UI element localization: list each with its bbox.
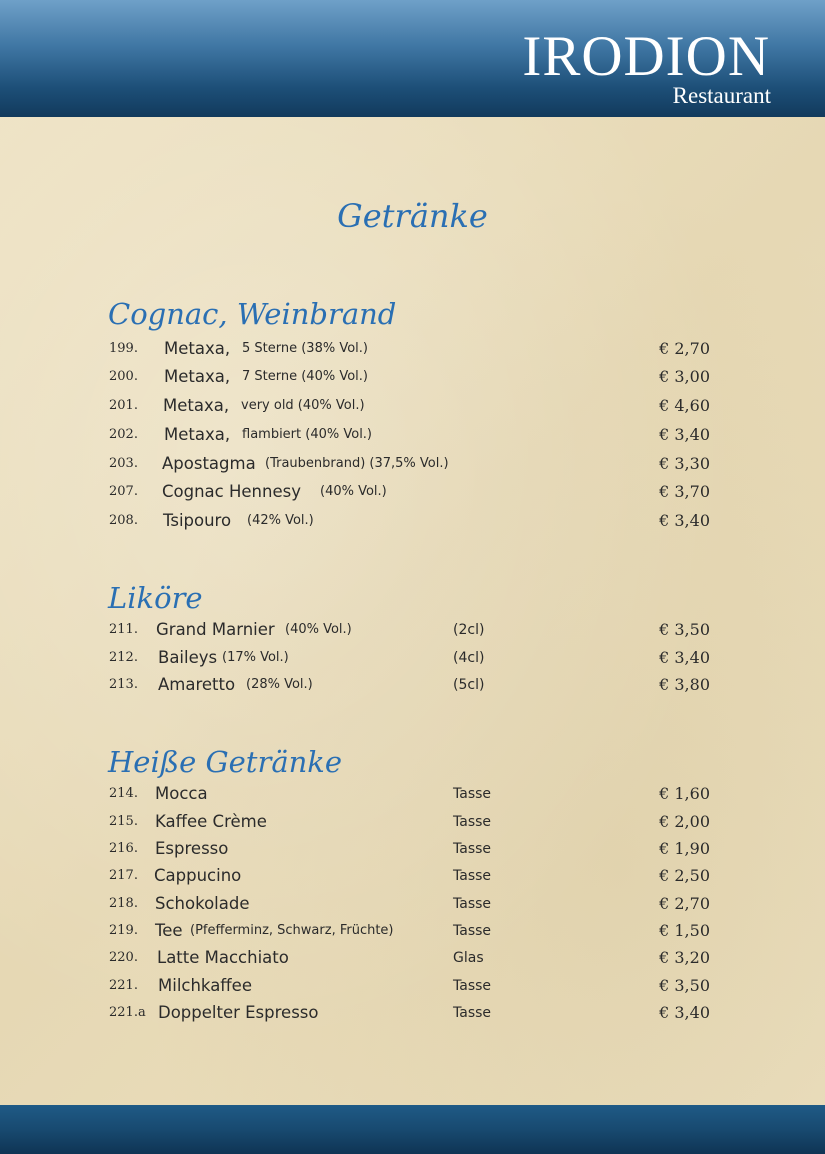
item-unit: Tasse bbox=[453, 978, 492, 994]
item-detail: (42% Vol.) bbox=[247, 513, 314, 528]
item-number: 221. bbox=[109, 978, 138, 993]
menu-item bbox=[0, 1000, 825, 1026]
item-price: € 2,70 bbox=[659, 339, 710, 358]
item-price: € 3,20 bbox=[659, 948, 710, 967]
item-number: 216. bbox=[109, 841, 138, 856]
item-price: € 3,40 bbox=[659, 425, 710, 444]
item-detail: (28% Vol.) bbox=[246, 677, 313, 692]
menu-item bbox=[0, 781, 825, 807]
item-price: € 1,60 bbox=[659, 784, 710, 803]
item-detail: (17% Vol.) bbox=[222, 650, 289, 665]
menu-item bbox=[0, 973, 825, 999]
restaurant-logo-subtitle: Restaurant bbox=[672, 83, 771, 108]
menu-item bbox=[0, 891, 825, 917]
item-price: € 1,90 bbox=[659, 839, 710, 858]
item-name: Baileys bbox=[158, 648, 218, 667]
menu-item bbox=[0, 809, 825, 835]
item-price: € 1,50 bbox=[659, 921, 710, 940]
item-name: Latte Macchiato bbox=[157, 948, 289, 967]
item-detail: (40% Vol.) bbox=[320, 484, 387, 499]
item-price: € 3,30 bbox=[659, 454, 710, 473]
item-name: Doppelter Espresso bbox=[158, 1003, 319, 1022]
item-detail: (Traubenbrand) (37,5% Vol.) bbox=[265, 456, 449, 471]
item-name: Metaxa, bbox=[164, 339, 231, 358]
section-title-cognac: Cognac, Weinbrand bbox=[108, 297, 397, 331]
section-title-heisse-getraenke: Heiße Getränke bbox=[108, 745, 343, 779]
item-detail: 5 Sterne (38% Vol.) bbox=[242, 341, 368, 356]
menu-item bbox=[0, 863, 825, 889]
item-name: Metaxa, bbox=[164, 367, 231, 386]
item-name: Mocca bbox=[155, 784, 208, 803]
item-unit: Tasse bbox=[453, 896, 492, 912]
item-price: € 3,50 bbox=[659, 976, 710, 995]
item-unit: Tasse bbox=[453, 923, 492, 939]
item-number: 203. bbox=[109, 456, 138, 471]
item-price: € 3,70 bbox=[659, 482, 710, 501]
item-number: 207. bbox=[109, 484, 138, 499]
item-name: Metaxa, bbox=[163, 396, 230, 415]
item-number: 199. bbox=[109, 341, 138, 356]
item-unit: (5cl) bbox=[453, 677, 485, 693]
item-price: € 3,40 bbox=[659, 1003, 710, 1022]
item-name: Milchkaffee bbox=[158, 976, 252, 995]
item-price: € 2,70 bbox=[659, 894, 710, 913]
item-price: € 3,50 bbox=[659, 620, 710, 639]
item-price: € 3,40 bbox=[659, 511, 710, 530]
page-title: Getränke bbox=[337, 197, 488, 235]
item-detail: (40% Vol.) bbox=[285, 622, 352, 637]
menu-item bbox=[0, 836, 825, 862]
item-name: Metaxa, bbox=[164, 425, 231, 444]
menu-item bbox=[0, 422, 825, 448]
item-name: Tee bbox=[155, 921, 183, 940]
item-unit: (4cl) bbox=[453, 650, 485, 666]
item-name: Cognac Hennesy bbox=[162, 482, 301, 501]
item-name: Schokolade bbox=[155, 894, 250, 913]
item-price: € 3,40 bbox=[659, 648, 710, 667]
item-detail: 7 Sterne (40% Vol.) bbox=[242, 369, 368, 384]
menu-item bbox=[0, 945, 825, 971]
item-number: 201. bbox=[109, 398, 138, 413]
menu-item bbox=[0, 508, 825, 534]
item-price: € 2,00 bbox=[659, 812, 710, 831]
menu-item bbox=[0, 918, 825, 944]
item-name: Tsipouro bbox=[163, 511, 232, 530]
item-price: € 4,60 bbox=[659, 396, 710, 415]
item-detail: (Pfefferminz, Schwarz, Früchte) bbox=[190, 923, 394, 938]
menu-item bbox=[0, 451, 825, 477]
menu-item bbox=[0, 336, 825, 362]
item-number: 213. bbox=[109, 677, 138, 692]
menu-item bbox=[0, 364, 825, 390]
item-number: 219. bbox=[109, 923, 138, 938]
item-unit: Tasse bbox=[453, 1005, 492, 1021]
menu-item bbox=[0, 617, 825, 643]
item-price: € 3,00 bbox=[659, 367, 710, 386]
item-number: 200. bbox=[109, 369, 138, 384]
item-number: 211. bbox=[109, 622, 138, 637]
menu-item bbox=[0, 645, 825, 671]
restaurant-logo-name: IRODION bbox=[522, 25, 770, 88]
header-banner bbox=[0, 0, 825, 117]
item-number: 214. bbox=[109, 786, 138, 801]
menu-item bbox=[0, 672, 825, 698]
item-name: Apostagma bbox=[162, 454, 256, 473]
item-unit: Tasse bbox=[453, 814, 492, 830]
item-name: Grand Marnier bbox=[156, 620, 275, 639]
item-detail: very old (40% Vol.) bbox=[241, 398, 365, 413]
item-number: 217. bbox=[109, 868, 138, 883]
menu-item bbox=[0, 479, 825, 505]
item-detail: flambiert (40% Vol.) bbox=[242, 427, 373, 442]
item-name: Espresso bbox=[155, 839, 229, 858]
item-unit: (2cl) bbox=[453, 622, 485, 638]
item-number: 215. bbox=[109, 814, 138, 829]
item-number: 220. bbox=[109, 950, 138, 965]
section-title-likoere: Liköre bbox=[108, 581, 203, 615]
item-unit: Glas bbox=[453, 950, 484, 966]
item-number: 208. bbox=[109, 513, 138, 528]
item-name: Amaretto bbox=[158, 675, 236, 694]
item-name: Kaffee Crème bbox=[155, 812, 267, 831]
item-number: 202. bbox=[109, 427, 138, 442]
item-number: 218. bbox=[109, 896, 138, 911]
item-unit: Tasse bbox=[453, 841, 492, 857]
item-number: 221.a bbox=[109, 1005, 146, 1020]
item-price: € 3,80 bbox=[659, 675, 710, 694]
menu-item bbox=[0, 393, 825, 419]
item-unit: Tasse bbox=[453, 868, 492, 884]
footer-banner bbox=[0, 1105, 825, 1154]
item-name: Cappucino bbox=[154, 866, 242, 885]
item-number: 212. bbox=[109, 650, 138, 665]
item-unit: Tasse bbox=[453, 786, 492, 802]
item-price: € 2,50 bbox=[659, 866, 710, 885]
